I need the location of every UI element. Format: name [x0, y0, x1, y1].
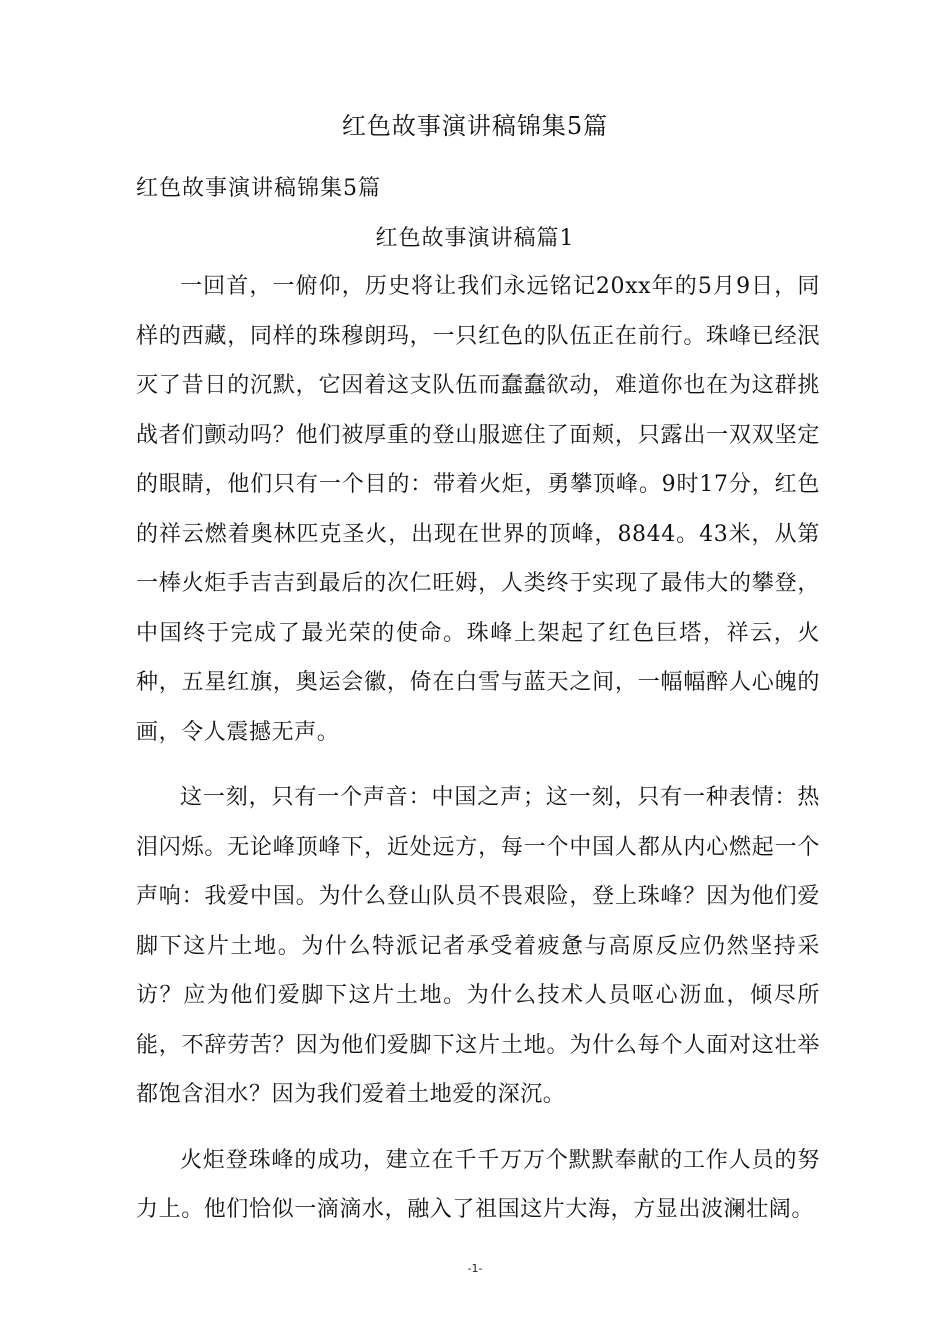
document-subtitle: 红色故事演讲稿锦集5篇 — [136, 176, 381, 201]
page-number: -1- — [467, 1262, 483, 1275]
body-text — [136, 262, 820, 1251]
paragraph-3: 火炬登珠峰的成功，建立在千千万万个默默奉献的工作人员的努力上。他们恰似一滴滴水，融入了祖国这片大海，方显出波澜壮阔。 — [136, 1147, 820, 1222]
section-heading: 红色故事演讲稿篇1 — [375, 226, 575, 251]
paragraph-1: 一回首，一俯仰，历史将让我们永远铭记20xx年的5月9日，同样的西藏，同样的珠穆朗玛，一只红色的队伍正在前行。珠峰已经泯灭了昔日的沉默，它因着这支队伍而蠢蠢欲动，难道你也在为这群挑战者们颤动吗？他们被厚重的登山服遮住了面颊，只露出一双双坚定的眼睛，他们只有一个目的：带着火炬，勇攀顶峰。9时17分，红色的祥云燃着奥林匹克圣火，出现在世界的顶峰，8844。43米，从第一棒火炬手吉吉到最后的次仁旺姆，人类终于实现了最伟大的攀登，中国终于完成了最光荣的使命。珠峰上架起了红色巨塔，祥云，火种，五星红旗，奥运会徽，倚在白雪与蓝天之间，一幅幅醉人心魄的画，令人震撼无声。 — [136, 274, 820, 745]
paragraph-2: 这一刻，只有一个声音：中国之声；这一刻，只有一种表情：热泪闪烁。无论峰顶峰下，近处远方，每一个中国人都从内心燃起一个声响：我爱中国。为什么登山队员不畏艰险，登上珠峰？因为他们爱脚下这片土地。为什么特派记者承受着疲惫与高原反应仍然坚持采访？应为他们爱脚下这片土地。为什么技术人员呕心沥血，倾尽所能，不辞劳苦？因为他们爱脚下这片土地。为什么每个人面对这壮举都饱含泪水？因为我们爱着土地爱的深沉。 — [136, 785, 820, 1107]
document-title: 红色故事演讲稿锦集5篇 — [341, 112, 609, 140]
